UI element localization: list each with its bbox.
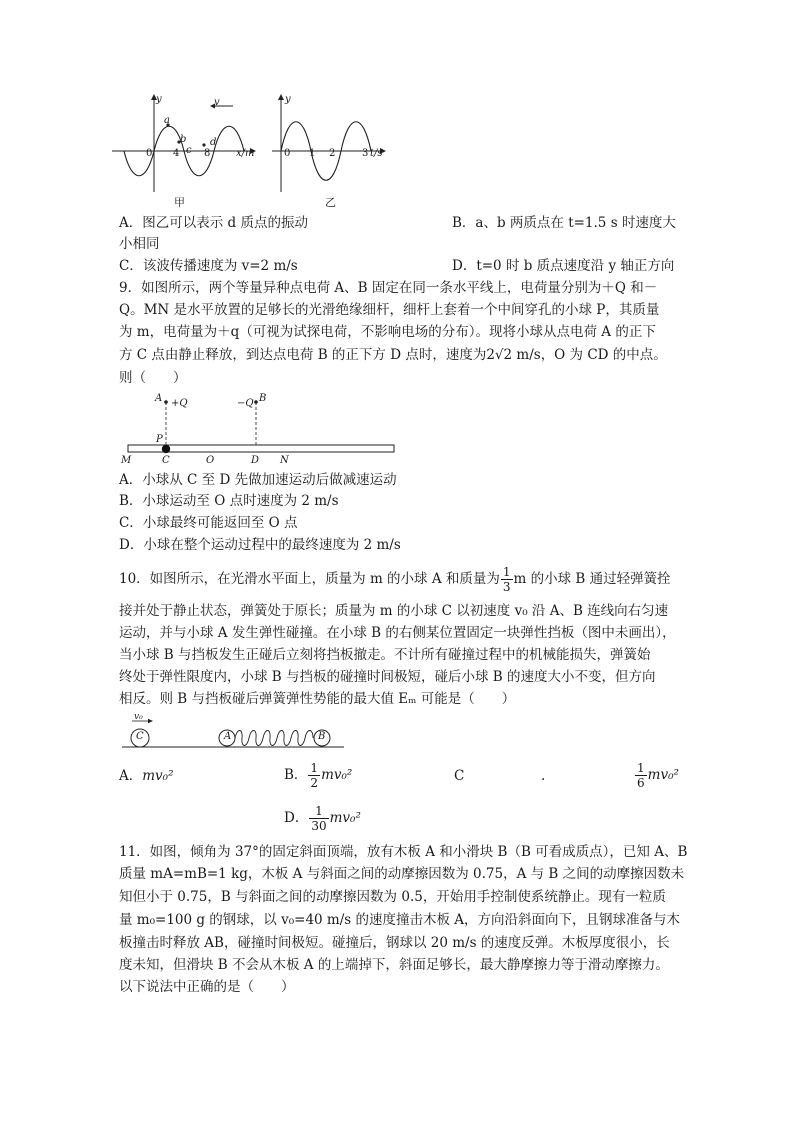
jia-axis-x: x/m (236, 148, 255, 159)
q10-fraction-denominator: 3 (502, 580, 511, 594)
yi-tick-3: 3 (362, 148, 369, 159)
q10-fig-b: B (318, 731, 326, 742)
q10-option-a-label: A． (119, 768, 143, 784)
q8-option-b-line1: B．a、b 两质点在 t=1.5 s 时速度大 (452, 215, 676, 231)
q10-option-c-denominator: 6 (637, 776, 645, 790)
jia-point-b: b (180, 134, 187, 145)
q10-option-a (119, 766, 174, 786)
q9-fig-c: C (162, 455, 170, 466)
q9-fig-n: N (280, 455, 289, 466)
q10-option-b (284, 757, 352, 793)
q10-fig-a: A (224, 731, 232, 742)
q9-fig-plus-q: +Q (171, 398, 188, 409)
jia-velocity-label: v (214, 97, 220, 108)
jia-axis-y: y (156, 94, 162, 105)
q10-option-b-numerator: 1 (310, 761, 319, 775)
jia-tick-8: 8 (204, 148, 211, 159)
q10-line-1 (119, 564, 671, 594)
q10-line-6: 相反。则 B 与挡板碰后弹簧弹性势能的最大值 Eₘ 可能是（ ） (119, 691, 516, 707)
q10-line-4: 当小球 B 与挡板发生正碰后立刻将挡板撤走。不计所有碰撞过程中的机械能损失，弹簧始 (119, 647, 651, 663)
q10-line-5: 终处于弹性限度内，小球 B 与挡板的碰撞时间极短，碰后小球 B 的速度大小不变，但方向 (119, 669, 656, 685)
q9-fig-b: B (259, 393, 267, 404)
jia-point-c: c (186, 145, 192, 156)
q8-option-a: A．图乙可以表示 d 质点的振动 (119, 215, 308, 231)
jia-point-a: a (164, 115, 170, 126)
q10-line-1-part-b: m 的小球 B 通过轻弹簧拴 (513, 571, 671, 587)
q8-option-d: D．t=0 时 b 质点速度沿 y 轴正方向 (452, 258, 675, 274)
yi-tick-0: 0 (284, 148, 291, 159)
q10-mass-fraction (501, 565, 513, 594)
q11-line-7: 以下说法中正确的是（ ） (119, 979, 295, 995)
q9-line-1: 9．如图所示，两个等量异种点电荷 A、B 固定在同一条水平线上，电荷量分别为＋Q 和－ (119, 280, 658, 296)
q10-option-d-fraction (309, 804, 328, 833)
q9-line-4 (119, 345, 667, 365)
yi-caption: 乙 (325, 196, 336, 209)
yi-axis-x: t/s (370, 148, 383, 159)
q10-option-c-fraction (635, 761, 647, 790)
q10-option-b-expr: mv₀² (321, 767, 353, 783)
q9-fig-p: P (156, 434, 163, 445)
q10-fig-c: C (136, 731, 144, 742)
q10-option-d (284, 800, 361, 836)
jia-tick-0: 0 (146, 148, 153, 159)
jia-tick-4: 4 (173, 148, 180, 159)
yi-tick-1: 1 (309, 148, 316, 159)
q9-option-b: B．小球运动至 O 点时速度为 2 m/s (119, 493, 339, 509)
q8-option-b-line2: 小相同 (119, 236, 160, 252)
q10-line-1-part-a: 10．如图所示，在光滑水平面上，质量为 m 的小球 A 和质量为 (119, 571, 500, 587)
q9-speed-value: 2√2 m/s (486, 347, 541, 363)
q11-line-4: 量 m₀=100 g 的钢球，以 v₀=40 m/s 的速度撞击木板 A，方向沿斜面向下，且钢球准备与木 (119, 912, 681, 928)
q10-option-b-denominator: 2 (310, 776, 319, 790)
q10-line-3: 运动，并与小球 A 发生弹性碰撞。在小球 B 的右侧某位置固定一块弹性挡板（图中未画出）， (119, 625, 676, 641)
q10-option-c-dot: . (541, 768, 546, 784)
q10-option-c-expr: mv₀² (647, 767, 679, 783)
q9-fig-o: O (206, 455, 215, 466)
q9-line-2: Q。MN 是水平放置的足够长的光滑绝缘细杆，细杆上套着一个中间穿孔的小球 P，其质量 (119, 302, 660, 318)
q9-fig-d: D (251, 455, 260, 466)
jia-point-d: d (210, 137, 217, 148)
q9-fig-m: M (121, 455, 132, 466)
q9-fig-a: A (155, 393, 163, 404)
q9-line-3: 为 m，电荷量为＋q（可视为试探电荷，不影响电场的分布）。现将小球从点电荷 A 的正下 (119, 324, 656, 340)
q10-option-c-numerator: 1 (637, 761, 645, 775)
yi-tick-2: 2 (329, 148, 336, 159)
q9-option-d: D．小球在整个运动过程中的最终速度为 2 m/s (119, 537, 401, 553)
q10-option-a-expr: mv₀² (142, 768, 174, 784)
q11-line-3: 知但小于 0.75，B 与斜面之间的动摩擦因数为 0.5，开始用手控制使系统静止。现有一粒质 (119, 889, 666, 905)
q10-option-b-fraction (308, 761, 320, 790)
q10-figure (118, 710, 348, 752)
yi-axis-y: y (285, 94, 291, 105)
q9-fig-minus-q: −Q (237, 398, 254, 409)
q9-line-4-part-b: ，O 为 CD 的中点。 (540, 347, 667, 363)
q11-line-6: 度未知，但滑块 B 不会从木板 A 的上端掉下，斜面足够长，最大静摩擦力等于滑动摩擦力。 (119, 957, 669, 973)
q11-line-2: 质量 mA=mB=1 kg，木板 A 与斜面之间的动摩擦因数为 0.75，A 与 B 之间的动摩擦因数未 (119, 866, 685, 882)
q10-fig-v0: v₀ (134, 712, 143, 722)
q10-option-d-numerator: 1 (309, 804, 328, 819)
q10-option-c-label: C (454, 768, 465, 784)
q11-line-5: 板撞击时释放 AB，碰撞时间极短。碰撞后，钢球以 20 m/s 的速度反弹。木板厚度很小，长 (119, 935, 670, 951)
q10-fraction-numerator: 1 (502, 565, 511, 579)
jia-caption: 甲 (174, 196, 185, 209)
q10-option-d-expr: mv₀² (329, 810, 361, 826)
q10-option-d-label: D． (284, 810, 309, 826)
q11-line-1: 11．如图，倾角为 37°的固定斜面顶端，放有木板 A 和小滑块 B（B 可看成质点），已知 A、B (119, 844, 688, 860)
q10-option-c-value (634, 757, 679, 793)
q9-line-5: 则（ ） (119, 370, 187, 386)
q8-option-c: C．该波传播速度为 v=2 m/s (119, 258, 298, 274)
q10-line-2: 接并处于静止状态，弹簧处于原长；质量为 m 的小球 C 以初速度 v₀ 沿 A、B 连线向右匀速 (119, 603, 669, 619)
q10-option-b-label: B． (284, 767, 308, 783)
q9-line-4-part-a: 方 C 点由静止释放，到达点电荷 B 的正下方 D 点时，速度为 (119, 347, 487, 363)
q10-option-d-denominator: 30 (311, 819, 327, 833)
q9-option-a: A．小球从 C 至 D 先做加速运动后做减速运动 (119, 472, 397, 488)
q9-option-c: C．小球最终可能返回至 O 点 (119, 515, 298, 531)
